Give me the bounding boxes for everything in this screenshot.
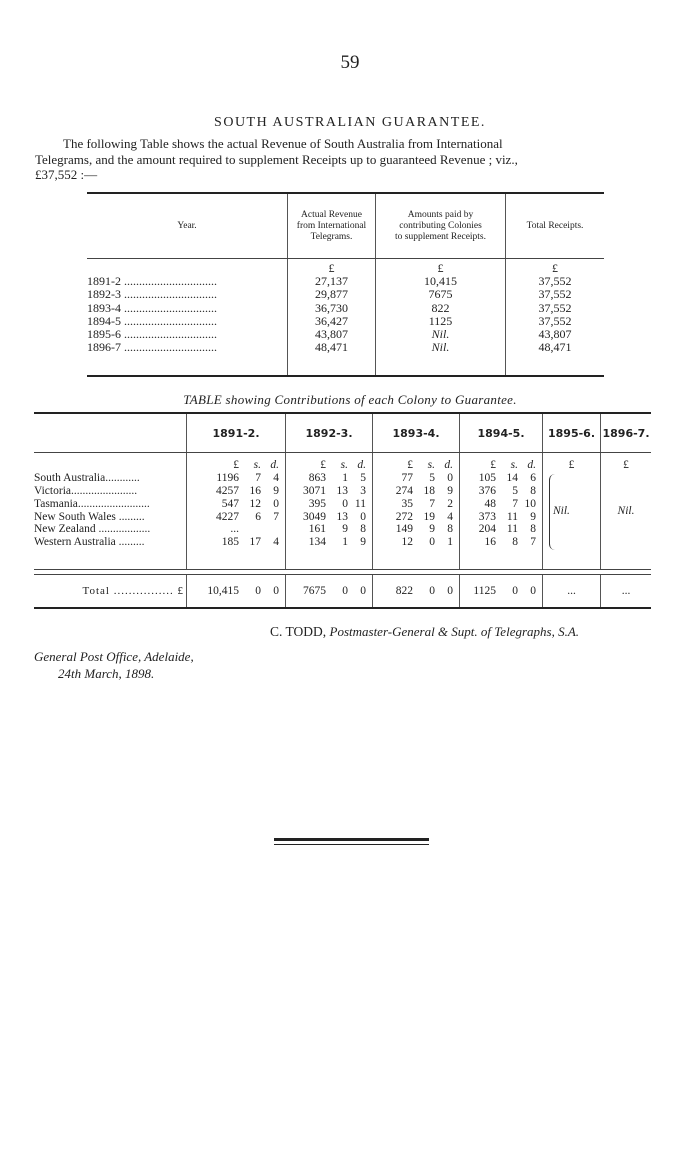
revenue-table	[87, 192, 604, 377]
table-cell: 547 12 0	[221, 497, 279, 510]
table-cell: 37,552	[538, 274, 572, 289]
place-and-date	[34, 648, 194, 682]
table-row: 1896-7 ...............................	[87, 341, 217, 355]
table-cell: 1125	[428, 313, 453, 328]
table-cell: 77 5 0	[401, 471, 453, 484]
table-cell: 27,137	[315, 274, 348, 289]
total-cell: ...	[567, 585, 576, 597]
table-cell: 185 17 4	[221, 536, 279, 549]
signature	[270, 624, 579, 640]
table-cell: 274 18 9	[395, 484, 453, 497]
table-cell: 16 8 7	[484, 536, 536, 549]
header-year: Year.	[177, 220, 197, 231]
header-year-1896: 1896-7.	[600, 414, 651, 452]
year-column	[87, 259, 287, 375]
table-cell: ...	[230, 523, 239, 536]
contributions-table-body	[34, 453, 651, 570]
table-row: 1891-2 ...............................	[87, 275, 217, 289]
unit-row: £ s. d.	[233, 459, 279, 471]
currency-symbol: £	[552, 261, 558, 275]
table-cell: 395 0 11	[308, 497, 366, 510]
nil-value: Nil.	[617, 505, 635, 517]
table-row: 1893-4 ...............................	[87, 301, 217, 315]
colony-label: Tasmania.........................	[34, 497, 150, 510]
revenue-table-body	[87, 259, 604, 377]
header-year-1894: 1894-5.	[459, 414, 542, 452]
table-cell: 12 0 1	[401, 536, 453, 549]
unit-row: £ s. d.	[407, 459, 453, 471]
table-cell: Nil.	[431, 326, 450, 341]
unit-row: £ s. d.	[320, 459, 366, 471]
total-cell: 1125 0 0	[473, 585, 536, 597]
table-cell: 37,552	[538, 313, 572, 328]
intro-line-3: £37,552 :—	[35, 167, 98, 182]
intro-paragraph	[35, 136, 655, 183]
table-row: 1895-6 ...............................	[87, 327, 217, 341]
header-year-1892: 1892-3.	[285, 414, 372, 452]
contributions-table-header	[34, 412, 651, 453]
table-cell: 376 5 8	[478, 484, 536, 497]
year-1896-column	[600, 453, 651, 569]
table-cell: 35 7 2	[401, 497, 453, 510]
year-1891-column	[186, 453, 285, 569]
table-cell: 149 9 8	[395, 523, 453, 536]
total-cell: 10,415 0 0	[207, 585, 279, 597]
currency-symbol: £	[623, 459, 629, 471]
table-cell: 272 19 4	[395, 510, 453, 523]
header-year-1893: 1893-4.	[372, 414, 459, 452]
table-cell: 29,877	[315, 287, 348, 302]
table-cell: 1196 7 4	[216, 471, 279, 484]
year-1893-column	[372, 453, 459, 569]
signature-title: Postmaster-General & Supt. of Telegraphs, S.A.	[329, 624, 580, 639]
total-label: Total ................ £	[82, 585, 184, 597]
date: 24th March, 1898.	[58, 666, 155, 681]
table-cell: 4257 16 9	[216, 484, 279, 497]
table-cell: Nil.	[431, 340, 450, 355]
year-1895-column	[542, 453, 600, 569]
total-column	[505, 259, 604, 375]
table-cell: 204 11 8	[478, 523, 536, 536]
nil-value: Nil.	[553, 505, 570, 517]
page-number: 59	[340, 52, 360, 73]
table-cell: 48,471	[315, 340, 348, 355]
header-actual-revenue: Actual Revenue from International Telegrams.	[287, 194, 375, 258]
actual-column	[287, 259, 375, 375]
colony-column	[34, 453, 186, 569]
currency-symbol: £	[437, 261, 444, 275]
table-cell: 43,807	[315, 326, 348, 341]
table-row: 1892-3 ...............................	[87, 288, 217, 302]
colony-label: Western Australia .........	[34, 536, 145, 549]
table-cell: 4227 6 7	[216, 510, 279, 523]
colony-label: Victoria.......................	[34, 484, 138, 497]
intro-line-1: The following Table shows the actual Revenue of South Australia from International	[63, 136, 503, 151]
table-cell: 863 1 5	[308, 471, 366, 484]
table-cell: 134 1 9	[308, 536, 366, 549]
colony-label: South Australia............	[34, 471, 140, 484]
header-total-receipts: Total Receipts.	[505, 194, 604, 258]
page-title: SOUTH AUSTRALIAN GUARANTEE.	[214, 115, 486, 130]
table-cell: 36,427	[315, 313, 348, 328]
totals-row	[34, 574, 651, 609]
table-cell: 3049 13 0	[303, 510, 366, 523]
table-cell: 48 7 10	[484, 497, 536, 510]
year-1894-column	[459, 453, 542, 569]
signature-name: C. TODD,	[270, 624, 327, 639]
table-cell: 43,807	[538, 326, 572, 341]
header-year-1891: 1891-2.	[186, 414, 285, 452]
table-row: 1894-5 ...............................	[87, 314, 217, 328]
contributions-table	[34, 412, 651, 609]
table-cell: 3071 13 3	[303, 484, 366, 497]
table-cell: 37,552	[538, 300, 572, 315]
colony-label: New South Wales .........	[34, 510, 145, 523]
table-cell: 105 14 6	[478, 471, 536, 484]
currency-symbol: £	[328, 261, 335, 275]
header-amounts-paid: Amounts paid by contributing Colonies to supplement Receipts.	[375, 194, 505, 258]
table-cell: 822	[431, 300, 450, 315]
table-cell: 7675	[428, 287, 453, 302]
header-year-1895: 1895-6.	[542, 414, 600, 452]
table-cell: 161 9 8	[308, 523, 366, 536]
place: General Post Office, Adelaide,	[34, 649, 194, 664]
end-rule	[274, 838, 429, 845]
contributions-caption: TABLE showing Contributions of each Colony to Guarantee.	[183, 392, 517, 407]
total-cell: 822 0 0	[395, 585, 453, 597]
year-1892-column	[285, 453, 372, 569]
revenue-table-header	[87, 192, 604, 259]
colony-label: New Zealand ..................	[34, 523, 151, 536]
currency-symbol: £	[568, 459, 575, 471]
intro-line-2: Telegrams, and the amount required to supplement Receipts up to guaranteed Revenue ; viz.,	[35, 151, 518, 167]
amounts-column	[375, 259, 505, 375]
total-cell: ...	[621, 585, 631, 597]
table-cell: 373 11 9	[478, 510, 536, 523]
table-cell: 10,415	[424, 274, 457, 289]
header-blank	[34, 414, 186, 452]
unit-row: £ s. d.	[490, 459, 536, 471]
table-cell: 36,730	[315, 300, 348, 315]
table-cell: 48,471	[538, 340, 572, 355]
total-cell: 7675 0 0	[303, 585, 366, 597]
table-cell: 37,552	[538, 287, 572, 302]
